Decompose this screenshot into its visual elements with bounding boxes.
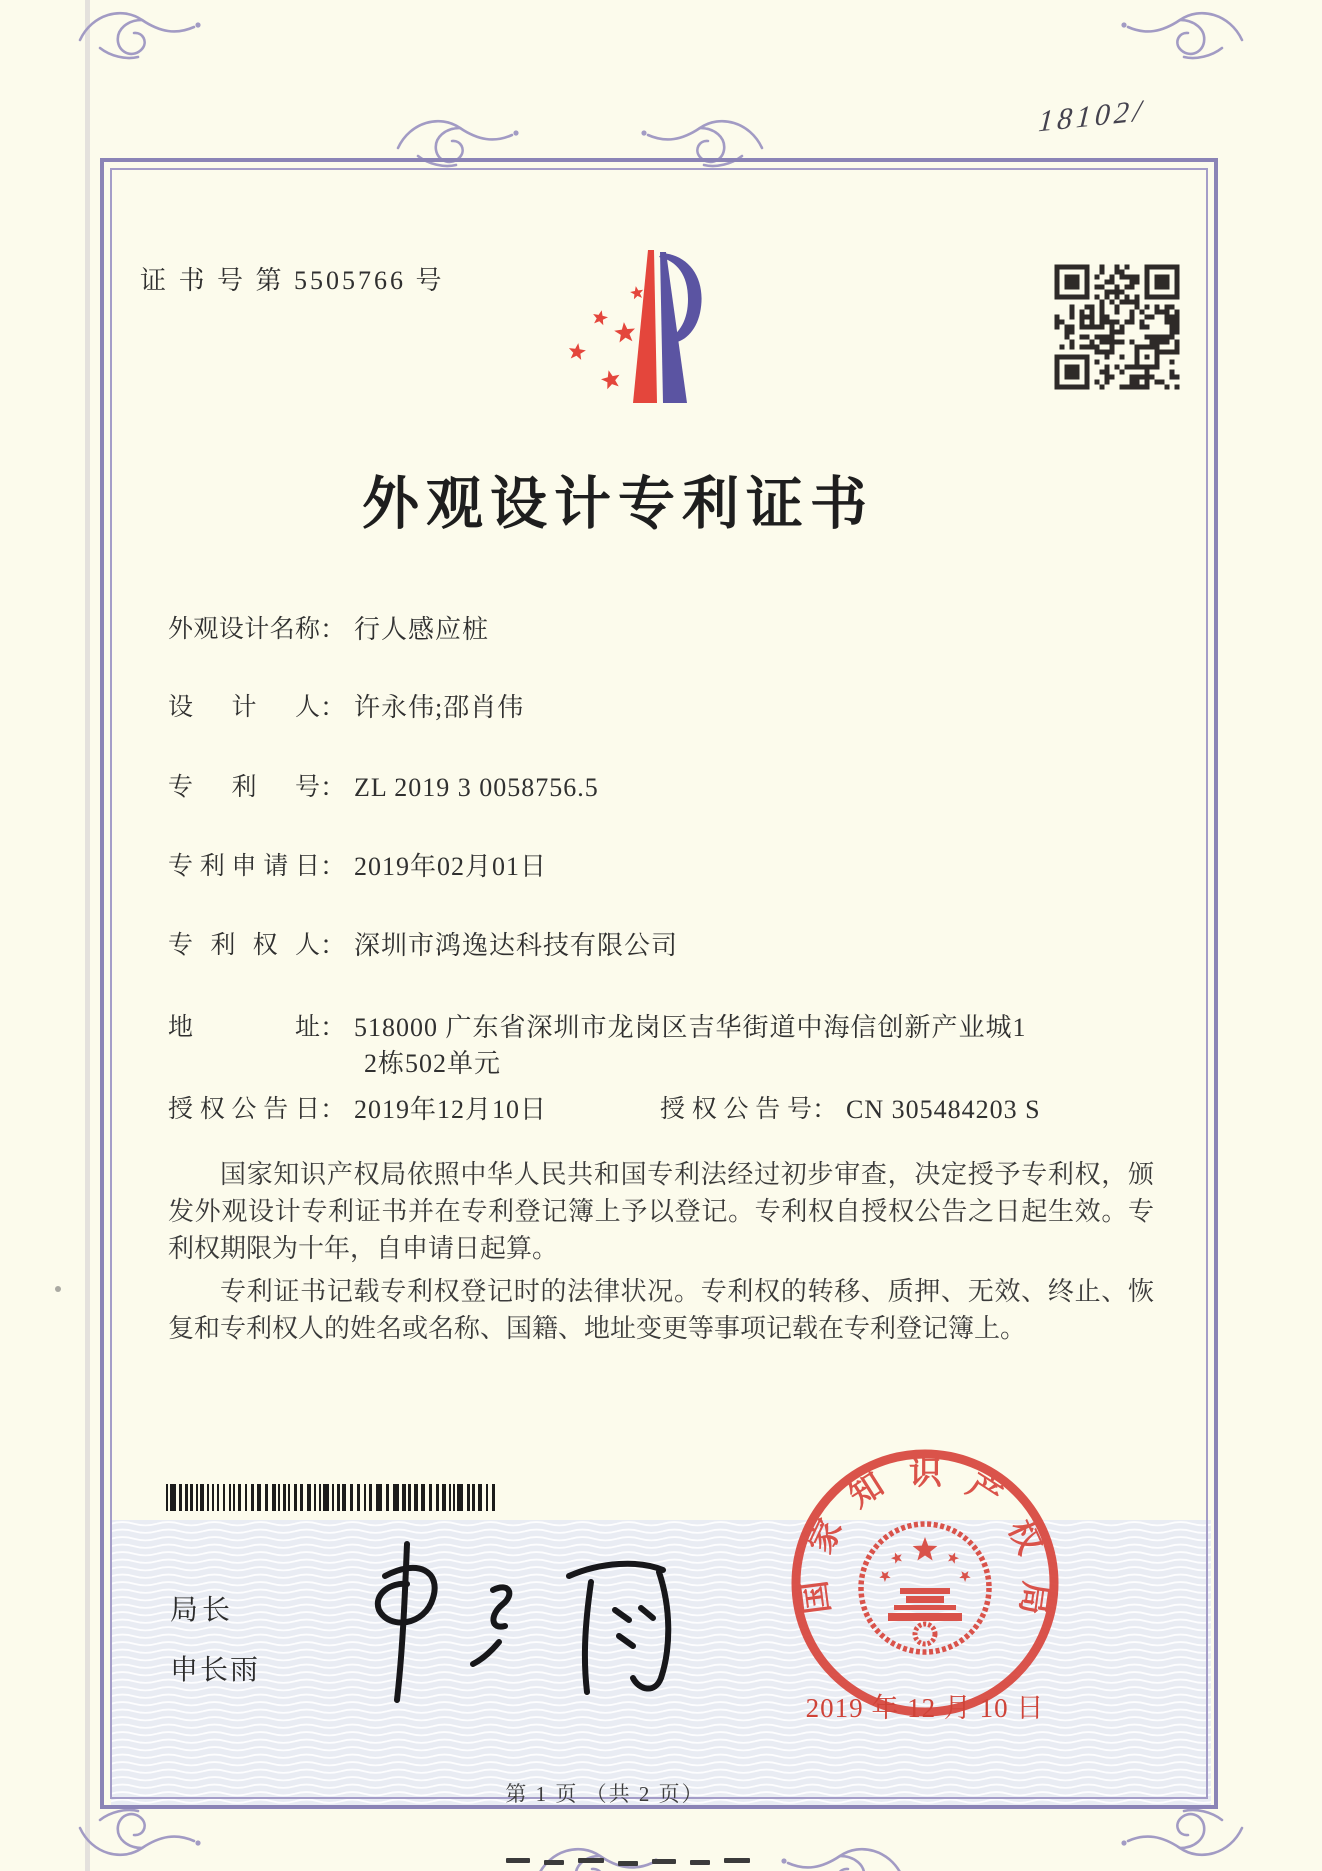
legal-paragraph-1: 国家知识产权局依照中华人民共和国专利法经过初步审查，决定授予专利权，颁发外观设计专利证书并在专利登记簿上予以登记。专利权自授权公告之日起生效。专利权期限为十年，自申请日起算。 xyxy=(168,1160,1154,1263)
field-value: ZL 2019 3 0058756.5 xyxy=(354,773,599,802)
legal-paragraph-2: 专利证书记载专利权登记时的法律状况。专利权的转移、质押、无效、终止、恢复和专利权人的姓名或名称、国籍、地址变更等事项记载在专利登记簿上。 xyxy=(168,1277,1154,1343)
scan-edge-shadow xyxy=(85,0,90,1871)
field-row-design-name xyxy=(168,612,489,648)
director-signature xyxy=(333,1532,693,1712)
logo-cone-red xyxy=(633,250,657,403)
field-colon: ： xyxy=(812,1095,839,1124)
field-colon: ： xyxy=(320,931,347,960)
page-footer: 第 1 页 （共 2 页） xyxy=(505,1782,705,1806)
cnipa-logo xyxy=(555,235,715,410)
director-title-label: 局长 xyxy=(170,1595,235,1626)
field-label: 专利号 xyxy=(168,774,320,801)
field-row-address xyxy=(168,1010,1214,1082)
scan-speck xyxy=(55,1286,61,1292)
grant-number-value: CN 305484203 S xyxy=(846,1095,1041,1124)
field-label: 专利申请日 xyxy=(168,853,320,880)
field-label: 设计人 xyxy=(168,694,320,721)
director-name: 申长雨 xyxy=(170,1655,261,1686)
address-line-2: 2栋502单元 xyxy=(364,1049,502,1078)
seal-text: 国家知识产权局 xyxy=(796,1455,1054,1617)
field-row-filing-date xyxy=(168,849,547,885)
field-label: 地址 xyxy=(168,1014,320,1041)
field-row-designer xyxy=(168,690,524,726)
certificate-number: 证 书 号 第 5505766 号 xyxy=(140,266,445,295)
address-value xyxy=(354,1010,1214,1082)
logo-stars xyxy=(569,286,643,389)
legal-text xyxy=(168,1156,1154,1353)
field-value: 行人感应桩 xyxy=(354,615,490,644)
certificate-title: 外观设计专利证书 xyxy=(362,473,874,536)
field-colon: ： xyxy=(320,1013,347,1042)
field-value: 2019年02月01日 xyxy=(354,852,548,881)
address-line-1: 518000 广东省深圳市龙岗区吉华街道中海信创新产业城1 xyxy=(354,1013,1027,1042)
field-row-patent-number xyxy=(168,770,599,806)
field-value: 深圳市鸿逸达科技有限公司 xyxy=(354,931,679,960)
field-value: 许永伟;邵肖伟 xyxy=(354,693,525,722)
barcode xyxy=(166,1484,498,1511)
grant-date-value: 2019年12月10日 xyxy=(354,1095,548,1124)
field-label: 外观设计名称 xyxy=(168,616,320,643)
official-seal xyxy=(780,1438,1070,1728)
grant-number-group xyxy=(660,1092,1041,1128)
field-colon: ： xyxy=(320,693,347,722)
field-colon: ： xyxy=(320,773,347,802)
seal-ring xyxy=(796,1454,1054,1712)
field-label: 授权公告日 xyxy=(168,1096,320,1123)
field-row-patentee xyxy=(168,928,678,964)
field-colon: ： xyxy=(320,852,347,881)
seal-date: 2019 年 12 月 10 日 xyxy=(805,1693,1045,1723)
field-colon: ： xyxy=(320,1095,347,1124)
field-label: 专利权人 xyxy=(168,932,320,959)
national-emblem xyxy=(861,1524,989,1652)
handwritten-number: 18102/ xyxy=(1037,93,1147,139)
field-row-grant xyxy=(168,1092,1041,1128)
cutoff-text-fragment xyxy=(506,1858,750,1866)
field-colon: ： xyxy=(320,615,347,644)
qr-code xyxy=(1053,263,1181,391)
field-label: 授权公告号 xyxy=(660,1096,812,1123)
